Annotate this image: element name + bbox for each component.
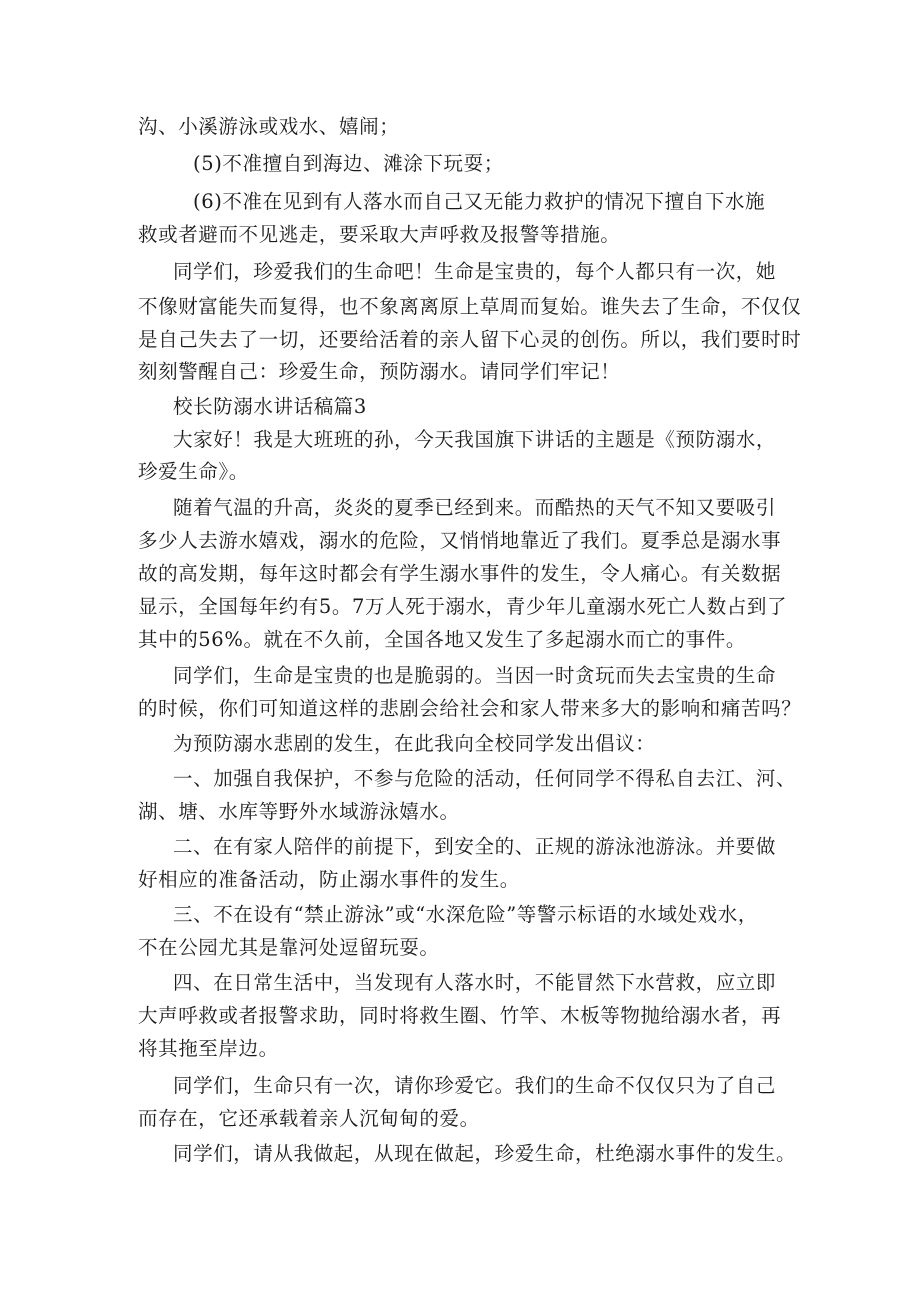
- text-line: 不在公园尤其是靠河处逗留玩耍。: [138, 936, 440, 959]
- text-line: 四、在日常生活中，当发现有人落水时，不能冒然下水营救，应立即: [173, 971, 777, 994]
- section-heading: 校长防溺水讲话稿篇3: [173, 395, 367, 418]
- text-line: 同学们，请从我做起，从现在做起，珍爱生命，杜绝溺水事件的发生。: [173, 1142, 797, 1165]
- text-line: 大家好！我是大班班的孙，今天我国旗下讲话的主题是《预防溺水，: [173, 428, 777, 451]
- text-line: 同学们，生命是宝贵的也是脆弱的。当因一时贪玩而失去宝贵的生命: [173, 664, 777, 687]
- text-line: 多少人去游水嬉戏，溺水的危险，又悄悄地靠近了我们。夏季总是溺水事: [138, 529, 782, 552]
- text-line: 刻刻警醒自己：珍爱生命，预防溺水。请同学们牢记！: [138, 360, 621, 383]
- text-line: 沟、小溪游泳或戏水、嬉闹；: [138, 115, 400, 138]
- text-line: 的时候，你们可知道这样的悲剧会给社会和家人带来多大的影响和痛苦吗？: [138, 697, 802, 720]
- text-line: 一、加强自我保护，不参与危险的活动，任何同学不得私自去江、河、: [173, 767, 797, 790]
- text-line: 其中的56%。就在不久前，全国各地又发生了多起溺水而亡的事件。: [138, 628, 746, 651]
- text-line: 是自己失去了一切，还要给活着的亲人留下心灵的创伤。所以，我们要时时: [138, 328, 802, 351]
- text-line: 好相应的准备活动，防止溺水事件的发生。: [138, 868, 520, 891]
- text-line: 为预防溺水悲剧的发生，在此我向全校同学发出倡议：: [173, 732, 656, 755]
- text-line: 不像财富能失而复得，也不象离离原上草周而复始。谁失去了生命，不仅仅: [138, 295, 802, 318]
- text-line: 三、不在设有“禁止游泳”或“水深危险”等警示标语的水域处戏水，: [173, 903, 758, 926]
- text-line: 将其拖至岸边。: [138, 1037, 279, 1060]
- text-line: 救或者避而不见逃走，要采取大声呼救及报警等措施。: [138, 223, 621, 246]
- text-line: 随着气温的升高，炎炎的夏季已经到来。而酷热的天气不知又要吸引: [173, 496, 777, 519]
- text-line: 同学们，生命只有一次，请你珍爱它。我们的生命不仅仅只为了自己: [173, 1074, 777, 1097]
- text-line: 二、在有家人陪伴的前提下，到安全的、正规的游泳池游泳。并要做: [173, 835, 777, 858]
- text-line: 大声呼救或者报警求助，同时将救生圈、竹竿、木板等物抛给溺水者，再: [138, 1004, 782, 1027]
- text-line: 同学们，珍爱我们的生命吧！生命是宝贵的，每个人都只有一次，她: [173, 260, 777, 283]
- text-line: 珍爱生命》。: [138, 460, 249, 483]
- text-line: (5)不准擅自到海边、滩涂下玩耍；: [193, 152, 504, 175]
- text-line: 故的高发期，每年这时都会有学生溺水事件的发生，令人痛心。有关数据: [138, 562, 782, 585]
- text-line: 显示，全国每年约有5。7万人死于溺水，青少年儿童溺水死亡人数占到了: [138, 595, 788, 618]
- text-line: 而存在，它还承载着亲人沉甸甸的爱。: [138, 1107, 480, 1130]
- text-line: (6)不准在见到有人落水而自己又无能力救护的情况下擅自下水施: [193, 190, 766, 213]
- text-line: 湖、塘、水库等野外水域游泳嬉水。: [138, 800, 460, 823]
